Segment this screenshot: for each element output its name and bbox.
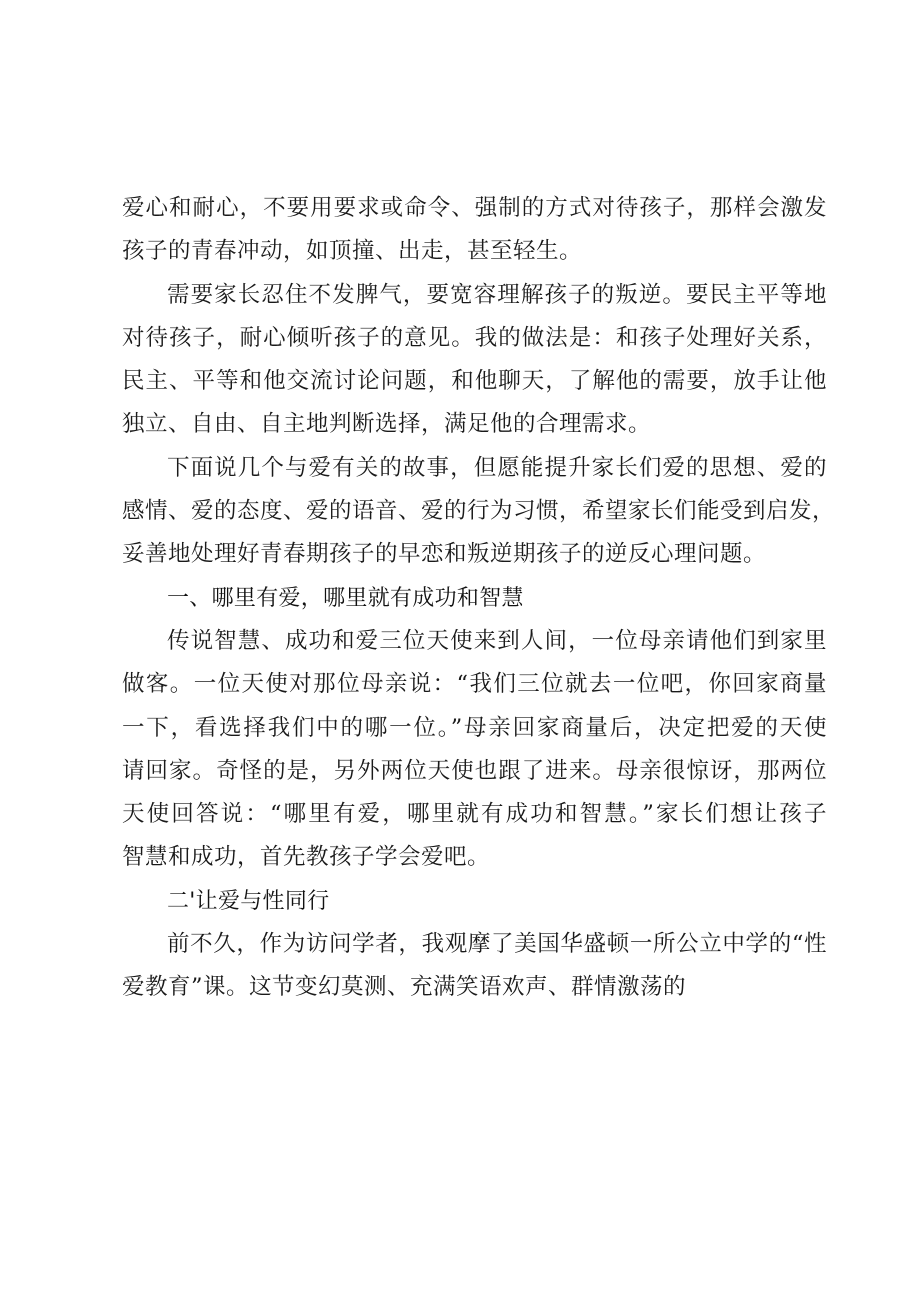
text-line: 妥善地处理好青春期孩子的早恋和叛逆期孩子的逆反心理问题。 <box>122 541 767 568</box>
text-line: 天使回答说：“哪里有爱，哪里就有成功和智慧。”家长们想让孩子 <box>122 801 827 828</box>
text-line: 民主、平等和他交流讨论问题，和他聊天，了解他的需要，放手让他 <box>122 368 827 395</box>
paragraph <box>122 620 827 880</box>
text-line: 对待孩子，耐心倾听孩子的意见。我的做法是：和孩子处理好关系， <box>122 324 827 351</box>
paragraph <box>122 923 827 1010</box>
text-line: 感情、爱的态度、爱的语音、爱的行为习惯，希望家长们能受到启发， <box>122 498 836 525</box>
document-body <box>122 187 836 1010</box>
text-line: 下面说几个与爱有关的故事，但愿能提升家长们爱的思想、爱的 <box>167 454 827 481</box>
text-line: 孩子的青春冲动，如顶撞、出走，甚至轻生。 <box>122 238 583 265</box>
text-line: 需要家长忍住不发脾气，要宽容理解孩子的叛逆。要民主平等地 <box>167 281 827 308</box>
text-line: 前不久，作为访问学者，我观摩了美国华盛顿一所公立中学的“性 <box>167 931 827 958</box>
text-line: 一下，看选择我们中的哪一位。”母亲回家商量后，决定把爱的天使 <box>122 714 827 741</box>
paragraph <box>122 447 836 577</box>
section-heading: 一、哪里有爱，哪里就有成功和智慧 <box>167 585 524 611</box>
text-line: 独立、自由、自主地判断选择，满足他的合理需求。 <box>122 411 652 438</box>
paragraph <box>122 187 827 274</box>
text-line: 请回家。奇怪的是，另外两位天使也跟了进来。母亲很惊讶，那两位 <box>122 757 827 784</box>
text-line: 智慧和成功，首先教孩子学会爱吧。 <box>122 844 491 871</box>
section-heading: 二'让爱与性同行 <box>167 888 330 914</box>
text-line: 爱教育”课。这节变幻莫测、充满笑语欢声、群情激荡的 <box>122 974 687 1001</box>
text-line: 传说智慧、成功和爱三位天使来到人间，一位母亲请他们到家里 <box>167 627 827 654</box>
text-line: 做客。一位天使对那位母亲说：“我们三位就去一位吧，你回家商量 <box>122 671 827 698</box>
paragraph <box>122 274 827 447</box>
text-line: 爱心和耐心，不要用要求或命令、强制的方式对待孩子，那样会激发 <box>122 195 827 221</box>
